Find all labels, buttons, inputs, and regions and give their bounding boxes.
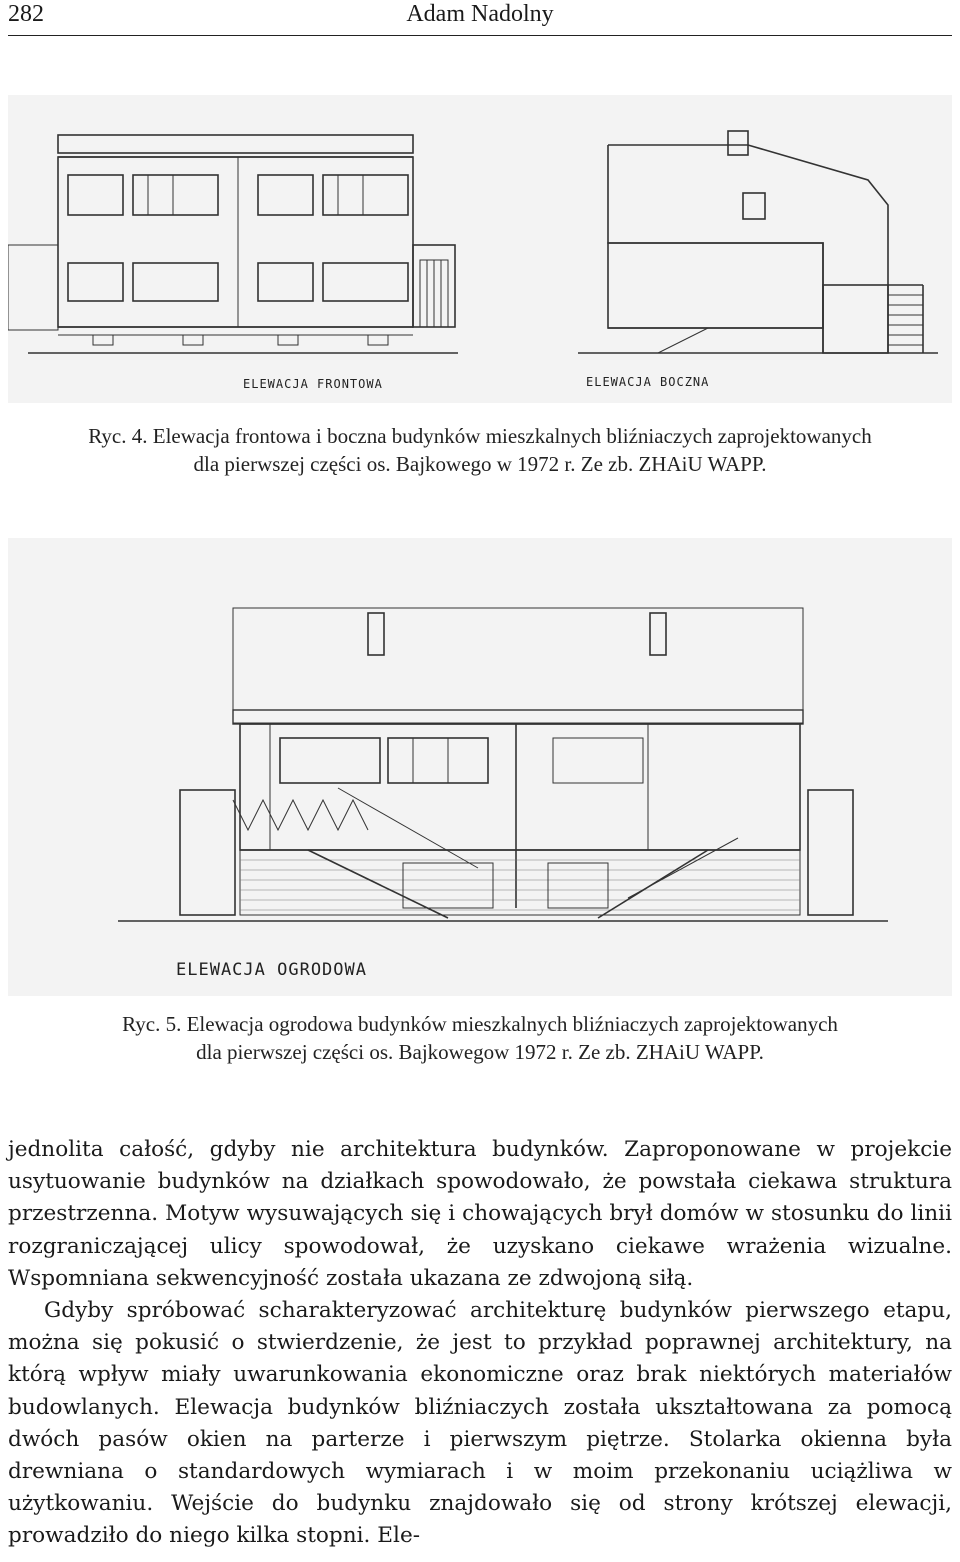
- roof-parapet: [58, 135, 413, 153]
- elevation-drawing-1: [8, 95, 952, 403]
- figure1-caption-line2: dla pierwszej części os. Bajkowego w 1972 r. Ze zb. ZHAiU WAPP.: [193, 452, 767, 476]
- page-header: [0, 0, 960, 36]
- figure1-caption: [0, 422, 960, 478]
- figure-garden-elevation: [8, 538, 952, 996]
- figure2-caption-line1: Ryc. 5. Elewacja ogrodowa budynków mieszkalnych bliźniaczych zaprojektowanych: [122, 1012, 838, 1036]
- label-side-elevation: ELEWACJA BOCZNA: [586, 375, 710, 389]
- body-text: [8, 1134, 952, 1553]
- header-rule: [8, 35, 952, 36]
- figure2-caption: [0, 1010, 960, 1066]
- figure1-caption-line1: Ryc. 4. Elewacja frontowa i boczna budynków mieszkalnych bliźniaczych zaprojektowanych: [88, 424, 872, 448]
- paragraph-2: Gdyby spróbować scharakteryzować architekturę budynków pierwszego etapu, można się pokusić o stwierdzenie, że jest to przykład poprawnej architektury, na którą wpływ miały uwarunkowania ekonomiczne oraz brak niektórych materiałów budowlanych. Elewacja budynków bliźniaczych została ukształtowana za pomocą dwóch pasów okien na parterze i pierwszym piętrze. Stolarka okienna była drewniana o standardowych wymiarach i w moim przekonaniu uciążliwa w użytkowaniu. Wejście do budynku znajdowało się od strony krótszej elewacji, prowadziło do niego kilka stopni. Ele-: [8, 1298, 952, 1549]
- roof: [233, 608, 803, 723]
- figure2-caption-line2: dla pierwszej części os. Bajkowegow 1972 r. Ze zb. ZHAiU WAPP.: [196, 1040, 764, 1064]
- page-number: 282: [8, 1, 44, 27]
- garden-facade: [240, 724, 800, 850]
- elevation-drawing-2: [8, 538, 952, 996]
- figure-front-side-elevation: [8, 95, 952, 403]
- paragraph-1: jednolita całość, gdyby nie architektura budynków. Zaproponowane w projekcie usytuowanie budynków na działkach spowodowało, że powstała ciekawa struktura przestrzenna. Motyw wysuwających się i chowających brył domów w stosunku do linii rozgraniczającej ulicy spowodował, że uzyskano ciekawe wrażenia wizualne. Wspomniana sekwencyjność została ukazana ze zdwojoną siłą.: [8, 1137, 952, 1291]
- gable-roof: [608, 145, 888, 353]
- label-front-elevation: ELEWACJA FRONTOWA: [243, 377, 383, 391]
- running-head: Adam Nadolny: [406, 1, 554, 27]
- label-garden-elevation: ELEWACJA OGRODOWA: [176, 960, 367, 980]
